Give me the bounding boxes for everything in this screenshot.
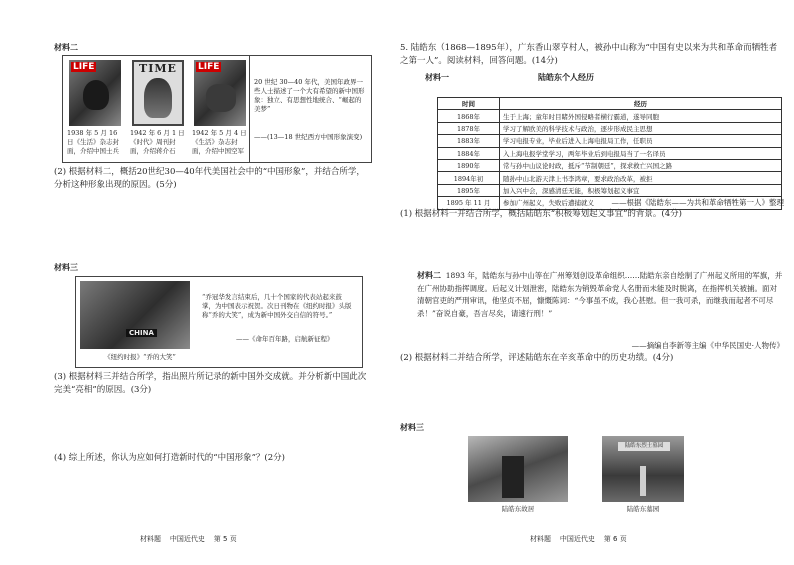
time-logo: TIME (139, 62, 177, 75)
material-2-body: 1893 年，陆皓东与孙中山等在广州筹划创设革命组织……陆皓东亲自绘制了广州起义所用的军旗，并在广州协助指挥调度。后起义计划泄密，陆皓东为销毁革命党人名册而未能及时脱离，在指挥机关被捕。面对清朝官吏的严刑审讯，他坚贞不屈，慷慨陈词：“今事虽不成，我心甚慰。但一我可杀，而继我而起者不可尽杀！”奋说自豪，吾言尽矣，请速行刑！” (417, 271, 783, 318)
table-cell: 学习电报专业，毕业后进入上海电报局工作，任职员 (500, 135, 782, 147)
table-header-cell: 时间 (438, 98, 500, 110)
photo-caption-residence: 陆皓东故居 (501, 505, 535, 513)
table-row (438, 122, 782, 134)
table-header-row (438, 98, 782, 110)
material-2-label: 材料二 (54, 43, 78, 52)
material-1-source: ——根据《陆皓东——为共和革命牺牲第一人》整理 (611, 198, 784, 207)
material-3-box (75, 276, 363, 368)
magazine-caption-3: 1942 年 5 月 4 日《生活》杂志封面，介绍中国空军 (192, 129, 247, 155)
pilot-image (206, 84, 236, 112)
monument-image (640, 466, 646, 496)
cemetery-photo (602, 436, 684, 502)
soldier-helmet-image (83, 80, 109, 110)
table-cell: 生于上海；童年时目睹外国侵略者横行霸道，遂导同胞 (500, 110, 782, 122)
table-header-cell: 经历 (500, 98, 782, 110)
table-cell: 1895年 (438, 184, 500, 196)
table-title: 陆皓东个人经历 (538, 73, 594, 82)
question-5-2: (2) 根据材料二并结合所学，评述陆皓东在辛亥革命中的历史功绩。(4分) (400, 353, 674, 363)
question-5-intro: 5. 陆皓东（1868—1895年），广东香山翠亨村人，被孙中山称为“中国有史以来为共和革命而牺牲者之第一人”。阅读材料，回答问题。(14分) (400, 43, 778, 66)
divider (249, 56, 250, 162)
table-cell: 1868年 (438, 110, 500, 122)
question-2: (2) 根据材料二，概括20世纪30—40年代美国社会中的“中国形象”，并结合所学，分析这种形象出现的原因。(5分) (54, 167, 365, 190)
material-3-quote: “乔冠华发言结束后，几十个国家的代表站起来鼓掌，为中国表示祝贺。次日刊物在《纽约时报》头版称“乔的大笑”，成为新中国外交自信的符号。” (202, 293, 352, 319)
table-row (438, 184, 782, 196)
page-footer-left: 材料题 中国近代史 第 5 页 (140, 535, 237, 543)
life-logo: LIFE (73, 62, 95, 72)
table-row (438, 147, 782, 159)
material-2-source: ——摘编自李新等主编《中华民国史·人物传》 (631, 341, 784, 350)
table-cell: 1883年 (438, 135, 500, 147)
material-3-label: 材料三 (54, 263, 78, 272)
doorway-image (502, 456, 524, 498)
table-cell: 1890年 (438, 159, 500, 171)
magazine-cover-2 (132, 60, 184, 126)
table-cell: 1884年 (438, 147, 500, 159)
table-cell: 1894年初 (438, 172, 500, 184)
magazine-cover-1 (69, 60, 121, 126)
portrait-image (144, 78, 172, 118)
table-cell: 常与孙中山议论时政，抵斥“节制朝廷”，探求救亡兴国之路 (500, 159, 782, 171)
material-2-side-text: 20 世纪 30—40 年代，美国年政界一些人士描述了一个大有希望的新中国形象：独立、有思想性地统合、“崛起的美梦” (254, 78, 365, 113)
material-3-source: ——《命年百年路，启航新征程》 (236, 335, 334, 343)
table-cell: 1895 年 11 月 (438, 197, 500, 209)
material-2-text (417, 270, 783, 320)
table-cell: 学习了解欧美的科学技术与政治，逐步形成民主思想 (500, 122, 782, 134)
life-logo: LIFE (198, 62, 220, 72)
question-4: (4) 综上所述，你认为应如何打造新时代的“中国形象”？(2分) (54, 453, 285, 463)
photo-caption: 《纽约时报》“乔的大笑” (104, 353, 176, 361)
magazine-caption-1: 1938 年 5 月 16 日《生活》杂志封面，介绍中国士兵 (67, 129, 119, 155)
material-2-box (62, 55, 372, 163)
magazine-caption-2: 1942 年 6 月 1 日《时代》周刊封面，介绍蒋介石 (130, 129, 185, 155)
china-sign: CHINA (126, 329, 157, 337)
former-residence-photo (468, 436, 568, 502)
experience-table (437, 97, 782, 210)
material-1-label: 材料一 (425, 73, 449, 82)
cemetery-sign: 陆皓东烈士墓园 (618, 442, 670, 451)
material-2-side-source: ——(13—18 世纪西方中国形象演变) (254, 133, 363, 141)
table-cell: 1878年 (438, 122, 500, 134)
table-cell: 加入兴中会，深感清廷无能，积极筹划起义事宜 (500, 184, 782, 196)
table-row (438, 172, 782, 184)
table-cell: 随孙中山北游天津上书李鸿章，要求政治改革，被拒 (500, 172, 782, 184)
photo-caption-cemetery: 陆皓东墓园 (626, 505, 660, 513)
un-laughing-photo (80, 281, 190, 349)
table-cell: 参加广州起义，失败后遭捕就义 (500, 197, 782, 209)
table-row (438, 110, 782, 122)
page-footer-right: 材料题 中国近代史 第 6 页 (530, 535, 627, 543)
material-2-label: 材料二 (417, 271, 441, 280)
table-row (438, 159, 782, 171)
table-row (438, 135, 782, 147)
table-cell: 入上海电报学堂学习，两年毕业后到电报局当了一名译员 (500, 147, 782, 159)
question-5-1: (1) 根据材料一并结合所学，概括陆皓东“积极筹划起义事宜”的背景。(4分) (400, 209, 682, 219)
question-3: (3) 根据材料三并结合所学，指出照片所记录的新中国外交成就。并分析新中国此次完美“亮相”的原因。(3分) (54, 372, 367, 395)
magazine-cover-3 (194, 60, 246, 126)
material-3-label: 材料三 (400, 423, 424, 432)
